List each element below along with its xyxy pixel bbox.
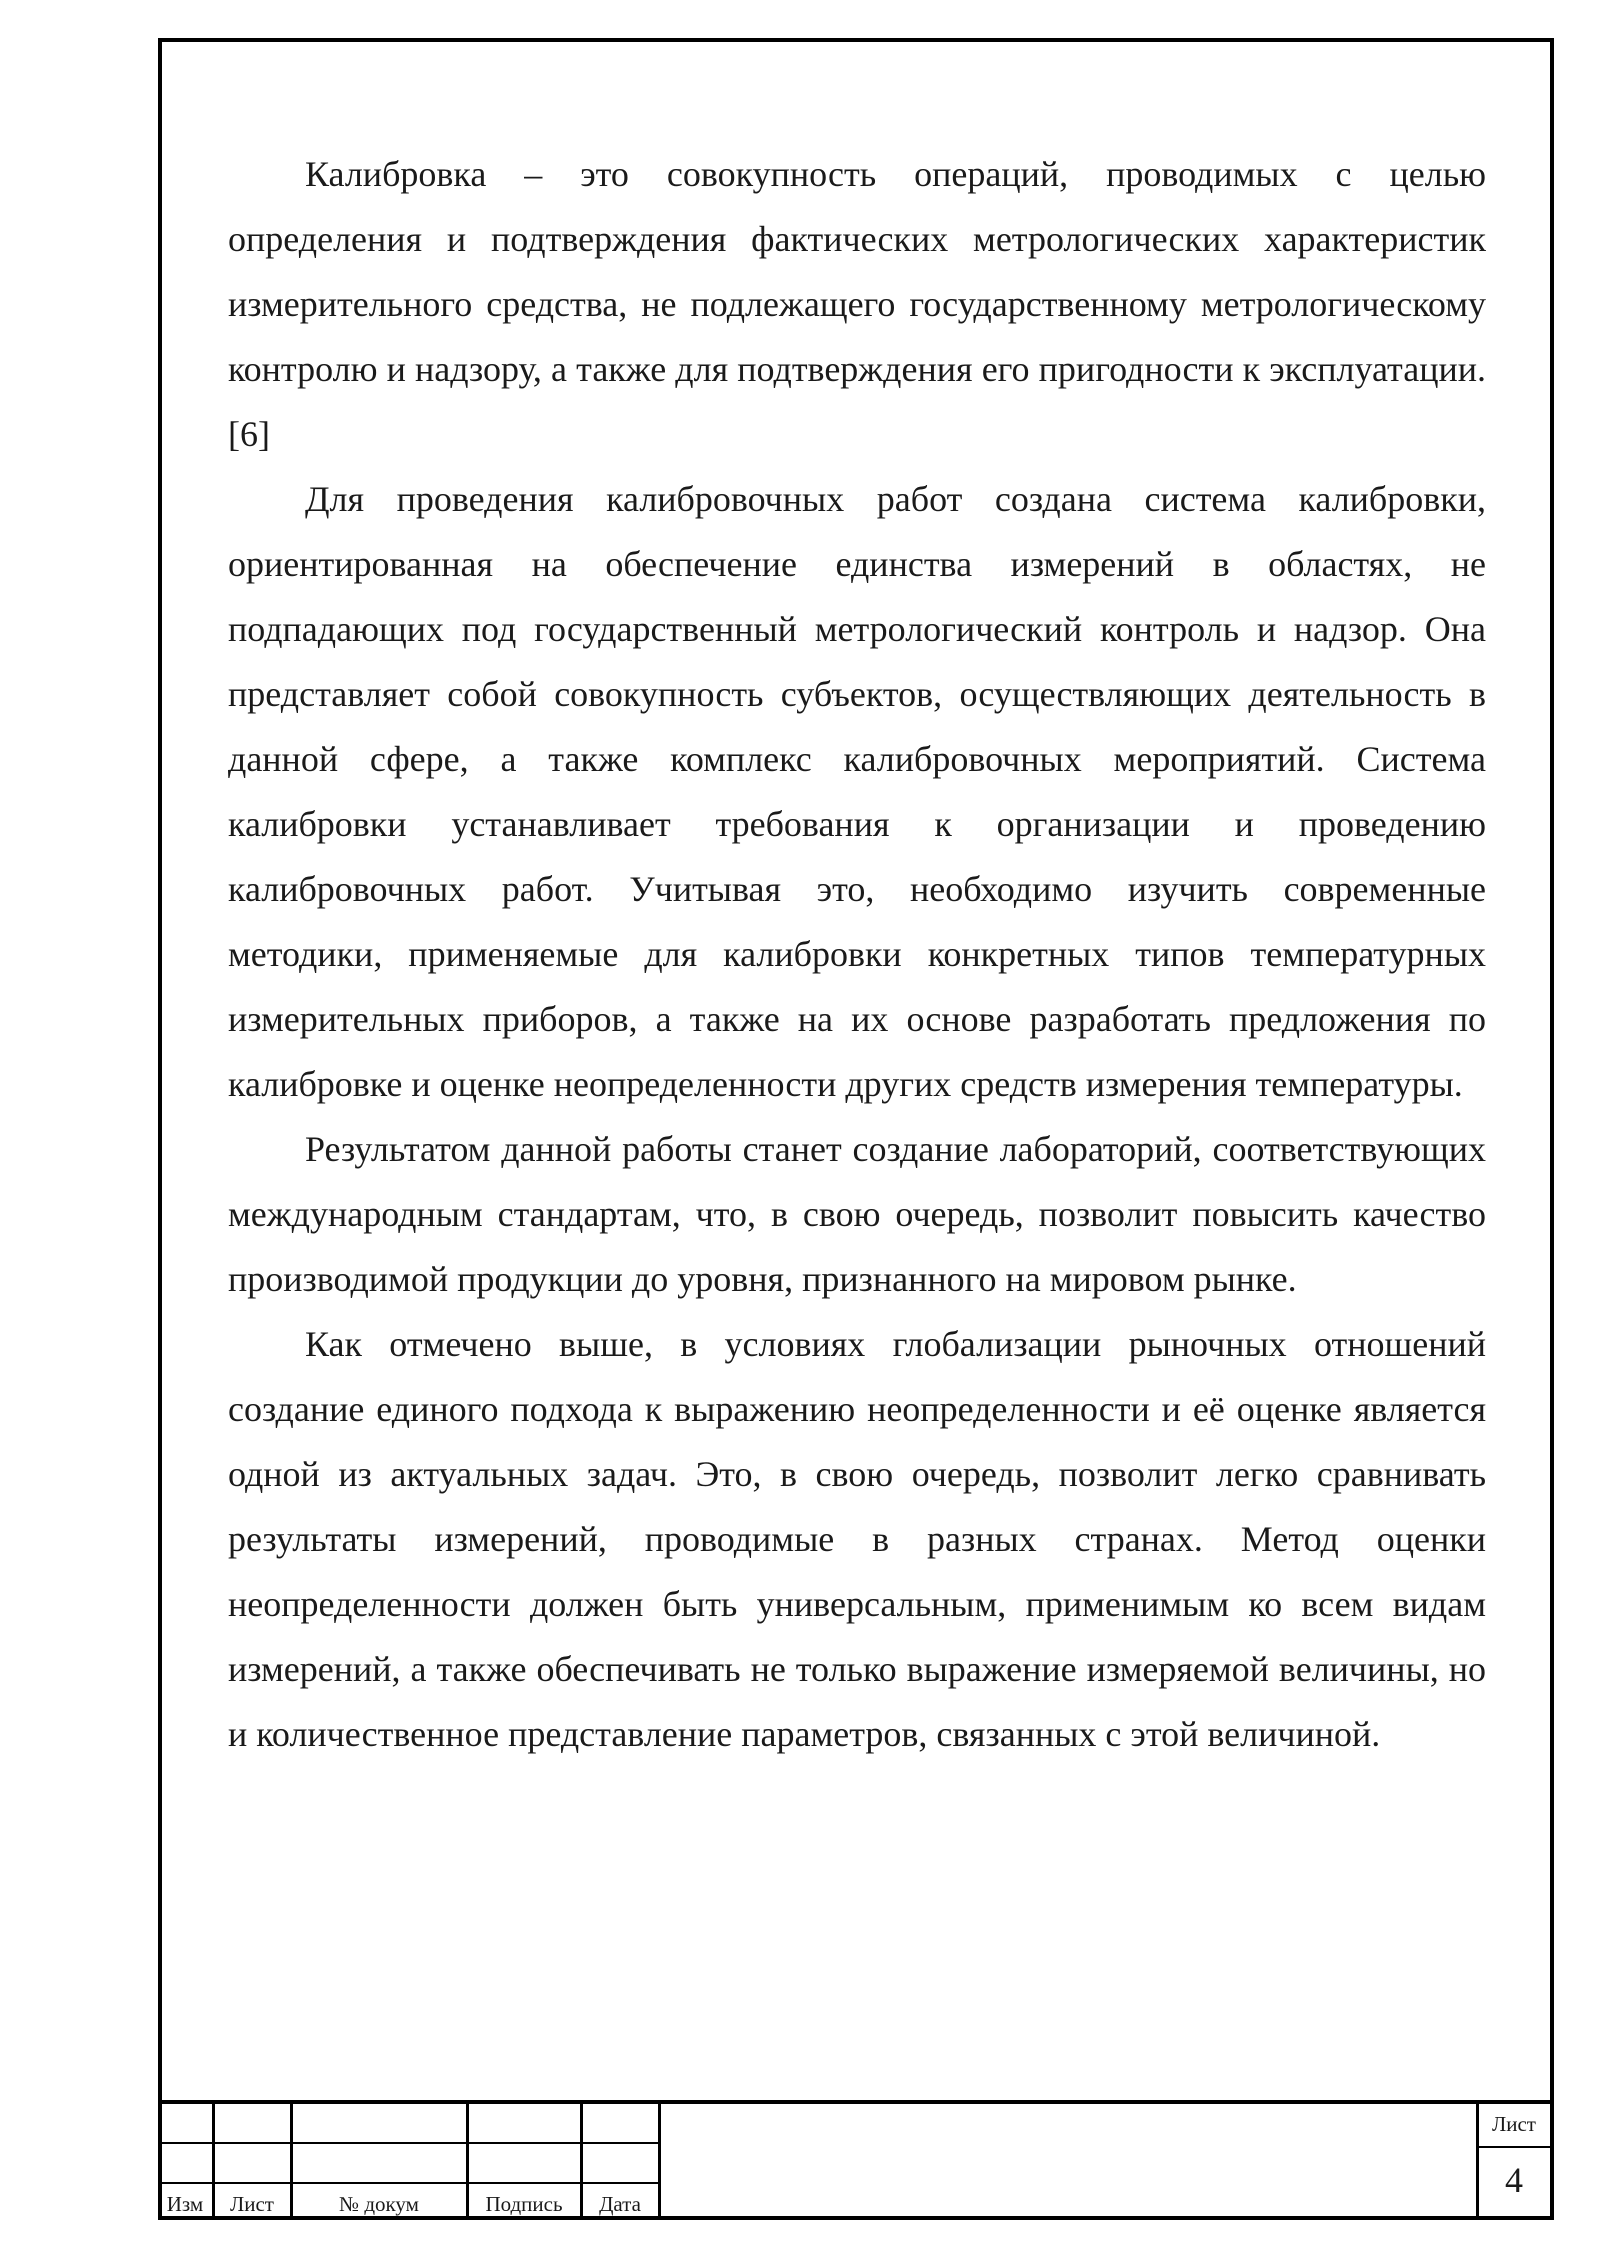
label-sheet: Лист <box>1492 2112 1536 2136</box>
document-body <box>228 142 1486 1767</box>
label-doc-number: № докум <box>339 2192 419 2216</box>
label-list: Лист <box>230 2192 274 2216</box>
stamp-row-line <box>158 2182 658 2184</box>
label-date: Дата <box>599 2192 641 2216</box>
label-signature: Подпись <box>485 2192 563 2216</box>
stamp-row-line <box>1476 2146 1550 2148</box>
stamp-divider <box>658 2104 661 2220</box>
sheet-number: 4 <box>1505 2160 1523 2200</box>
stamp-row-line <box>158 2142 658 2144</box>
title-block <box>158 2100 1554 2220</box>
paragraph-uncertainty-approach: Как отмечено выше, в условиях глобализации рыночных отношений создание единого подхода к выражению неопределенности и её оценке является одной из актуальных задач. Это, в свою очередь, позволит легко сравнивать результаты измерений, проводимые в разных странах. Метод оценки неопределенности должен быть универсальным, применимым ко всем видам измерений, а также обеспечивать не только выражение измеряемой величины, но и количественное представление параметров, связанных с этой величиной. <box>228 1324 1486 1754</box>
label-izm: Изм <box>166 2192 204 2216</box>
paragraph-calibration-system: Для проведения калибровочных работ создана система калибровки, ориентированная на обеспечение единства измерений в областях, не подпадающих под государственный метрологический контроль и надзор. Она представляет собой совокупность субъектов, осуществляющих деятельность в данной сфере, а также комплекс калибровочных мероприятий. Система калибровки устанавливает требования к организации и проведению калибровочных работ. Учитывая это, необходимо изучить современные методики, применяемые для калибровки конкретных типов температурных измерительных приборов, а также на их основе разработать предложения по калибровке и оценке неопределенности других средств измерения температуры. <box>228 479 1486 1104</box>
paragraph-calibration-definition: Калибровка – это совокупность операций, проводимых с целью определения и подтверждения фактических метрологических характеристик измерительного средства, не подлежащего государственному метрологическому контролю и надзору, а также для подтверждения его пригодности к эксплуатации. [6] <box>228 154 1486 454</box>
paragraph-work-result: Результатом данной работы станет создание лабораторий, соответствующих международным стандартам, что, в свою очередь, позволит повысить качество производимой продукции до уровня, признанного на мировом рынке. <box>228 1129 1486 1299</box>
